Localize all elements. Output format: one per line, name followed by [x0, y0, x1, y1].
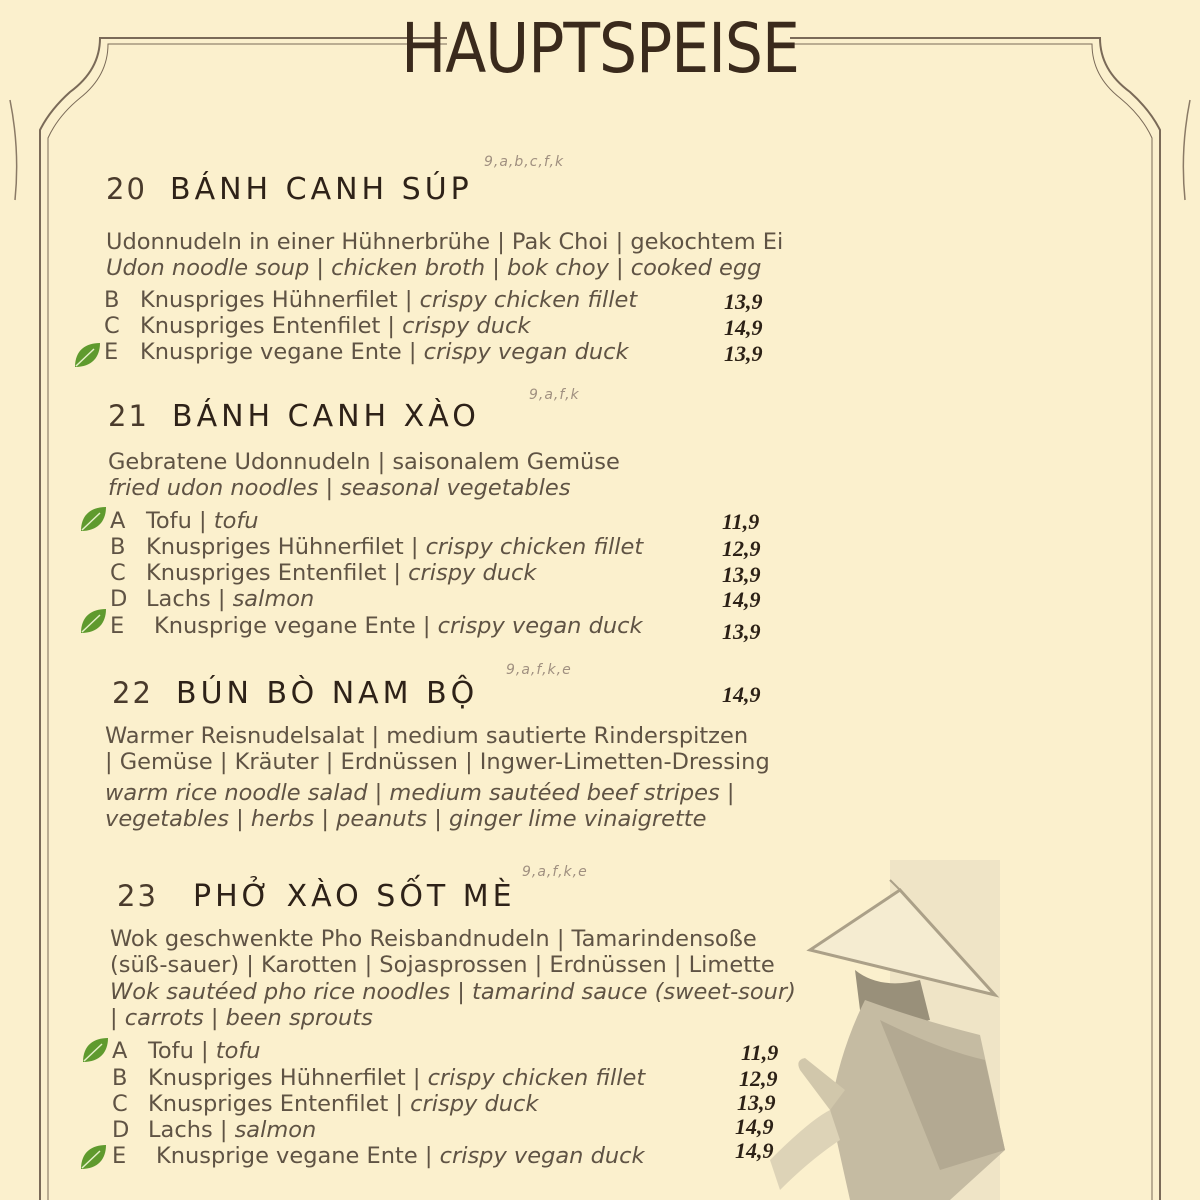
description-en: fried udon noodles | seasonal vegetables: [108, 475, 571, 501]
description-de: (süß-sauer) | Karotten | Sojasprossen | Erdnüssen | Limette: [110, 952, 775, 978]
dish-description: [106, 229, 783, 281]
description-en: Wok sautéed pho rice noodles | tamarind sauce (sweet-sour): [110, 979, 796, 1005]
option-en: crispy duck: [408, 560, 537, 586]
option-code: B: [112, 1065, 128, 1091]
vegan-leaf-icon: [78, 606, 108, 636]
dish-price: 14,9: [722, 682, 761, 707]
option-en: salmon: [232, 586, 315, 612]
dish-description: [110, 926, 796, 1031]
vegan-leaf-icon: [78, 504, 108, 534]
vegan-leaf-icon: [72, 340, 102, 370]
page-title: HAUPTSPEISE: [401, 8, 799, 90]
dish-name: BÚN BÒ NAM BỘ: [176, 676, 479, 711]
option-code: D: [112, 1117, 130, 1143]
option-en: crispy vegan duck: [439, 1143, 645, 1169]
description-en: warm rice noodle salad | medium sautéed beef stripes |: [105, 780, 735, 806]
allergen-codes: 9,a,f,k,e: [506, 662, 572, 678]
vegan-leaf-icon: [78, 1142, 108, 1172]
vendor-illustration: [770, 820, 1070, 1200]
allergen-codes: 9,a,f,k: [529, 387, 580, 403]
option-de: Knusprige vegane Ente |: [154, 613, 438, 639]
option-de: Knuspriges Hühnerfilet |: [146, 534, 426, 560]
menu-option: [104, 287, 637, 313]
option-de: Knuspriges Hühnerfilet |: [140, 287, 420, 313]
option-en: tofu: [213, 508, 259, 534]
option-de: Knuspriges Entenfilet |: [146, 560, 409, 586]
option-price: 11,9: [722, 509, 760, 534]
allergen-codes: 9,a,b,c,f,k: [484, 154, 565, 170]
dish-name: BÁNH CANH SÚP: [170, 172, 473, 207]
option-en: crispy chicken fillet: [425, 534, 644, 560]
option-code: E: [110, 613, 125, 639]
menu-option: [104, 339, 629, 365]
description-en: vegetables | herbs | peanuts | ginger lime vinaigrette: [105, 806, 707, 832]
option-code: D: [110, 586, 128, 612]
menu-option: [110, 586, 314, 612]
dish-heading: [117, 879, 516, 914]
menu-option: [110, 534, 643, 560]
dish-heading: [106, 172, 473, 207]
option-de: Knuspriges Entenfilet |: [148, 1091, 411, 1117]
menu-option: [104, 313, 530, 339]
option-price: 14,9: [735, 1138, 774, 1163]
description-de: | Gemüse | Kräuter | Erdnüssen | Ingwer-Limetten-Dressing: [105, 749, 770, 775]
dish-number: 22: [112, 676, 153, 710]
option-price: 12,9: [739, 1066, 778, 1091]
dish-number: 20: [106, 172, 147, 206]
dish-heading: [108, 399, 480, 434]
menu-option: [112, 1117, 316, 1143]
description-de: Gebratene Udonnudeln | saisonalem Gemüse: [108, 449, 620, 475]
option-de: Tofu |: [146, 508, 214, 534]
option-code: B: [104, 287, 120, 313]
option-de: Lachs |: [146, 586, 233, 612]
menu-option: [112, 1065, 645, 1091]
description-de: Udonnudeln in einer Hühnerbrühe | Pak Choi | gekochtem Ei: [106, 229, 784, 255]
dish-description: [105, 723, 770, 832]
menu-option: [110, 508, 259, 534]
option-code: B: [110, 534, 126, 560]
option-en: crispy vegan duck: [437, 613, 643, 639]
dish-name: PHỞ XÀO SỐT MÈ: [193, 879, 516, 914]
option-price: 14,9: [724, 315, 763, 340]
description-de: Wok geschwenkte Pho Reisbandnudeln | Tamarindensoße: [110, 926, 757, 952]
option-de: Knuspriges Entenfilet |: [140, 313, 403, 339]
menu-option: [112, 1091, 538, 1117]
menu-option: [110, 560, 536, 586]
menu-option: [112, 1143, 645, 1169]
option-price: 13,9: [722, 619, 761, 644]
option-price: 12,9: [722, 536, 761, 561]
menu-option: [110, 613, 643, 639]
option-code: A: [112, 1038, 128, 1064]
dish-number: 21: [108, 399, 149, 433]
description-en: Udon noodle soup | chicken broth | bok choy | cooked egg: [106, 255, 762, 281]
option-code: C: [104, 313, 120, 339]
option-en: crispy chicken fillet: [427, 1065, 646, 1091]
dish-number: 23: [117, 879, 158, 913]
option-en: crispy vegan duck: [423, 339, 629, 365]
description-en: | carrots | been sprouts: [110, 1005, 373, 1031]
option-price: 13,9: [724, 289, 763, 314]
option-price: 14,9: [722, 587, 761, 612]
dish-name: BÁNH CANH XÀO: [172, 399, 480, 434]
option-price: 14,9: [735, 1114, 774, 1139]
option-en: crispy duck: [410, 1091, 539, 1117]
option-de: Knusprige vegane Ente |: [140, 339, 424, 365]
dish-heading: [112, 676, 478, 711]
option-price: 11,9: [741, 1040, 779, 1065]
option-code: C: [112, 1091, 128, 1117]
allergen-codes: 9,a,f,k,e: [522, 864, 588, 880]
dish-description: [108, 449, 620, 501]
option-code: E: [104, 339, 119, 365]
option-en: crispy chicken fillet: [419, 287, 638, 313]
option-de: Tofu |: [148, 1038, 216, 1064]
option-code: C: [110, 560, 126, 586]
option-price: 13,9: [737, 1090, 776, 1115]
option-code: E: [112, 1143, 127, 1169]
menu-option: [112, 1038, 261, 1064]
option-de: Knusprige vegane Ente |: [156, 1143, 440, 1169]
option-en: crispy duck: [402, 313, 531, 339]
option-price: 13,9: [724, 341, 763, 366]
option-price: 13,9: [722, 562, 761, 587]
option-code: A: [110, 508, 126, 534]
description-de: Warmer Reisnudelsalat | medium sautierte Rinderspitzen: [105, 723, 749, 749]
option-de: Knuspriges Hühnerfilet |: [148, 1065, 428, 1091]
option-de: Lachs |: [148, 1117, 235, 1143]
option-en: tofu: [215, 1038, 261, 1064]
option-en: salmon: [234, 1117, 317, 1143]
vegan-leaf-icon: [80, 1035, 110, 1065]
